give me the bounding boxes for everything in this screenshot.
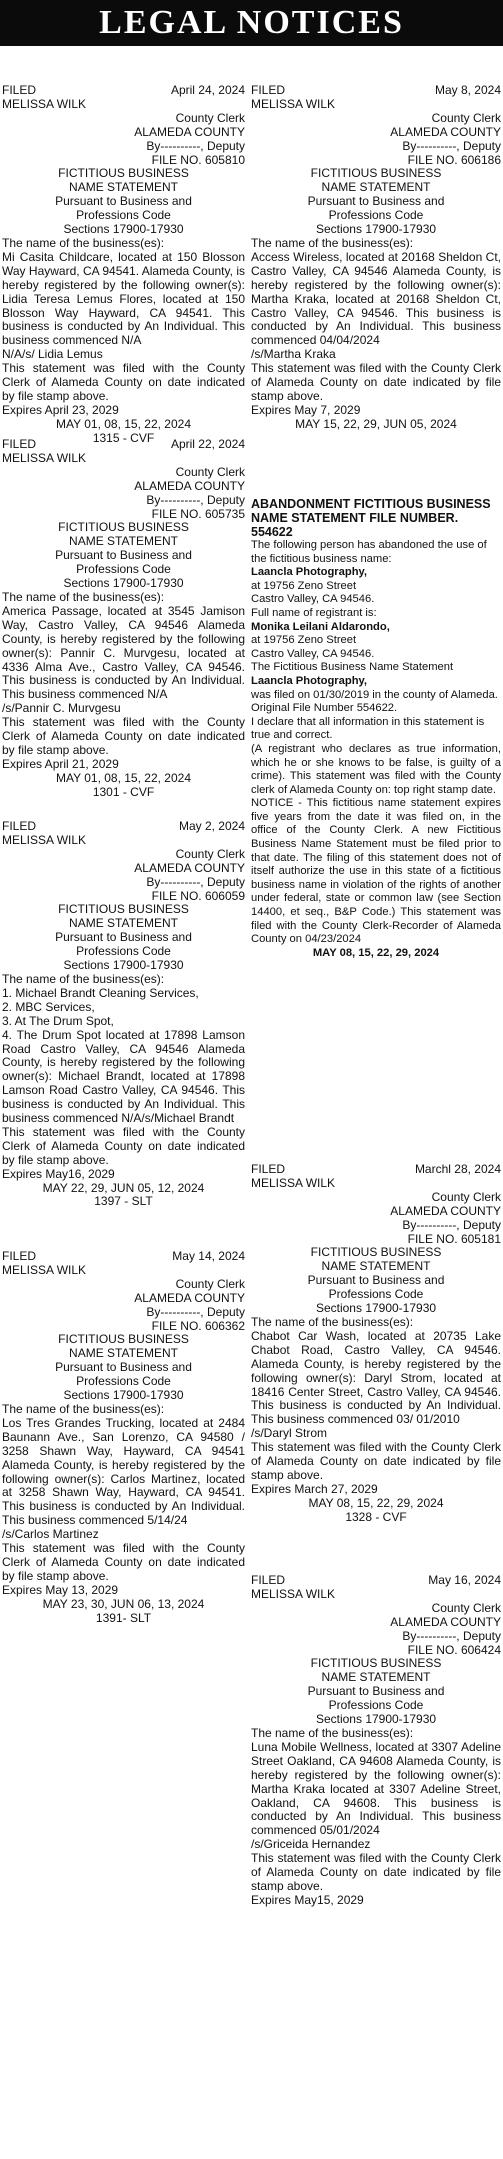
- list-item: 3. At The Drum Spot,: [2, 1013, 114, 1028]
- file-number: FILE NO. 606059: [151, 888, 245, 903]
- declaration: I declare that all information in this statement is true and correct.: [251, 715, 485, 742]
- signature: /s/Griceida Hernandez: [251, 1837, 371, 1852]
- signature: /s/Martha Kraka: [251, 347, 336, 362]
- statement: This statement was filed with the County Clerk of Alameda County on date indicated by file stamp above.: [251, 1440, 501, 1482]
- expires: Expires May15, 2029: [251, 1892, 364, 1907]
- notice-body: Los Tres Grandes Trucking, located at 2484 Baunann Ave., San Lorenzo, CA 94580 / 3258 Shawn Way, Hayward, CA 94541 Alameda County, is hereby registered by the following owner(s): Carlos Martinez, located at 3258 Shawn Way, Hayward, CA 94541. This business is conducted by An Individual. This business commenced 5/14/24: [2, 1415, 245, 1528]
- clerk-title: County Clerk: [431, 110, 501, 125]
- notice-text: NOTICE - This fictitious name statement expires five years from the date it was filed on, in the office of the County Clerk. A new Fictitious Business Name Statement must be filed prior to that date. The filing of this statement does not of itself authorize the use in this state of a fictitious business name in violation of the rights of another under federal, state or common law (see Section 14400, et seq., B&P Code.) This statement was filed with the County Clerk-Recorder of Alameda County on 04/23/2024: [251, 797, 501, 946]
- heading-line: Pursuant to Business and: [307, 1684, 445, 1699]
- notice-body: Luna Mobile Wellness, located at 3307 Adeline Street Oakland, CA 94608 Alameda County, is hereby registered by the following owner(s): Martha Kraka located at 3307 Adeline Street, Oakland, CA 94608. This business is conducted by An Individual. This business commenced 05/01/2024: [251, 1739, 501, 1838]
- deputy-line: By----------, Deputy: [146, 874, 245, 889]
- clerk-title: County Clerk: [175, 464, 245, 479]
- county: ALAMEDA COUNTY: [134, 860, 245, 875]
- filed-date: May 2, 2024: [178, 819, 245, 833]
- pub-dates: MAY 08, 15, 22, 29, 2024: [308, 1495, 444, 1510]
- business-name: Laancla Photography,: [251, 674, 368, 687]
- filed-date: April 22, 2024: [170, 437, 245, 451]
- notice-605735: [2, 438, 245, 800]
- file-number: FILE NO. 605810: [151, 152, 245, 167]
- pub-dates: MAY 01, 08, 15, 22, 2024: [56, 416, 191, 431]
- notice-605181: [251, 1163, 501, 1525]
- heading-line: Professions Code: [76, 562, 171, 577]
- notice-body: Access Wireless, located at 20168 Sheldon Ct, Castro Valley, CA 94546 Alameda County, is hereby registered by the following owner(s): Martha Kraka, located at 20168 Sheldon Ct, Castro Valley, CA 94546. This business is conducted by An Individual. This business commenced 04/04/2024: [251, 249, 501, 348]
- clerk-title: County Clerk: [175, 110, 245, 125]
- filed-label: FILED: [251, 1162, 286, 1176]
- file-number: FILE NO. 605735: [151, 506, 245, 521]
- pub-dates: MAY 08, 15, 22, 29, 2024: [312, 946, 440, 959]
- filed-label: FILED: [2, 83, 37, 97]
- clerk-name: MELISSA WILK: [251, 1586, 336, 1601]
- abandonment-intro: The following person has abandoned the use of the fictitious business name:: [251, 539, 487, 565]
- heading-line: NAME STATEMENT: [69, 180, 178, 195]
- clerk-name: MELISSA WILK: [251, 96, 336, 111]
- heading-line: Pursuant to Business and: [55, 930, 192, 945]
- names-label: The name of the business(es):: [2, 1401, 165, 1416]
- heading-line: Sections 17900-17930: [63, 576, 184, 591]
- clerk-title: County Clerk: [431, 1600, 501, 1615]
- names-label: The name of the business(es):: [251, 235, 414, 250]
- notice-code: 1391- SLT: [95, 1610, 152, 1625]
- filed-label: FILED: [2, 1249, 37, 1263]
- deputy-line: By----------, Deputy: [402, 138, 501, 153]
- county: ALAMEDA COUNTY: [134, 124, 245, 139]
- heading-line: Sections 17900-17930: [315, 222, 437, 237]
- expires: Expires April 21, 2029: [2, 756, 119, 771]
- heading-line: Sections 17900-17930: [315, 1301, 437, 1316]
- names-label: The name of the business(es):: [251, 1725, 414, 1740]
- heading-line: Professions Code: [76, 944, 171, 959]
- page-title: LEGAL NOTICES: [0, 0, 503, 46]
- clerk-name: MELISSA WILK: [2, 96, 87, 111]
- address-line: at 19756 Zeno Street: [251, 634, 357, 647]
- file-number: FILE NO. 605181: [407, 1231, 501, 1246]
- signature: /s/Pannir C. Murvgesu: [2, 701, 121, 716]
- heading-line: FICTITIOUS BUSINESS: [58, 166, 189, 181]
- registrant-name: Monika Leilani Aldarondo,: [251, 620, 390, 633]
- clerk-title: County Clerk: [175, 1276, 245, 1291]
- county: ALAMEDA COUNTY: [390, 1203, 501, 1218]
- notice-606424: [251, 1574, 501, 1908]
- file-number: FILE NO. 606362: [151, 1318, 245, 1333]
- statement: This statement was filed with the County Clerk of Alameda County on date indicated by file stamp above.: [2, 361, 245, 403]
- heading-line: NAME STATEMENT: [321, 1259, 431, 1274]
- heading-line: NAME STATEMENT: [321, 180, 431, 195]
- filed-date: April 24, 2024: [170, 83, 245, 97]
- county: ALAMEDA COUNTY: [390, 124, 501, 139]
- filed-date: May 8, 2024: [434, 83, 501, 97]
- heading-line: FICTITIOUS BUSINESS: [58, 902, 189, 917]
- expires: Expires March 27, 2029: [251, 1481, 378, 1496]
- list-item: 1. Michael Brandt Cleaning Services,: [2, 985, 199, 1000]
- filed-label: FILED: [2, 437, 37, 451]
- deputy-line: By----------, Deputy: [146, 138, 245, 153]
- statement: This statement was filed with the County Clerk of Alameda County on date indicated by file stamp above.: [2, 1124, 245, 1167]
- notice-606186: [251, 84, 501, 432]
- heading-line: Sections 17900-17930: [315, 1712, 437, 1727]
- names-label: The name of the business(es):: [2, 235, 165, 250]
- clerk-name: MELISSA WILK: [2, 450, 87, 465]
- signature: /s/Daryl Strom: [251, 1426, 328, 1441]
- heading-line: FICTITIOUS BUSINESS: [310, 166, 442, 181]
- heading-line: NAME STATEMENT: [69, 1346, 178, 1361]
- file-number: FILE NO. 606186: [407, 152, 501, 167]
- clerk-name: MELISSA WILK: [251, 1175, 336, 1190]
- heading-line: Pursuant to Business and: [307, 1273, 445, 1288]
- registrant-note: (A registrant who declares as true information, which he or she knows to be false, is guilty of a crime). This statement was filed with the County clerk of Alameda County on: top right stamp date.: [251, 742, 501, 796]
- clerk-name: MELISSA WILK: [2, 1262, 87, 1277]
- signature: N/A/s/ Lidia Lemus: [2, 347, 103, 362]
- notice-body: Mi Casita Childcare, located at 150 Blosson Way Hayward, CA 94541. Alameda County, is hereby registered by the following owner(s): Lidia Teresa Lemus Flores, located at 150 Blosson Way Hayward, CA 94541. This business is conducted by An Individual. This business commenced N/A: [2, 249, 245, 348]
- business-name: Laancla Photography,: [251, 566, 368, 579]
- heading-line: Sections 17900-17930: [63, 958, 184, 973]
- full-name-label: Full name of registrant is:: [251, 606, 377, 619]
- county: ALAMEDA COUNTY: [390, 1614, 501, 1629]
- filed-label: FILED: [2, 819, 37, 833]
- pub-dates: MAY 22, 29, JUN 05, 12, 2024: [42, 1180, 205, 1195]
- notice-code: 1301 - CVF: [92, 784, 155, 799]
- expires: Expires May16, 2029: [2, 1166, 115, 1181]
- notice-code: 1328 - CVF: [345, 1509, 407, 1524]
- notice-606362: [2, 1250, 245, 1625]
- heading-line: FICTITIOUS BUSINESS: [58, 520, 189, 535]
- filed-date: May 16, 2024: [428, 1573, 501, 1587]
- clerk-title: County Clerk: [175, 846, 245, 861]
- heading-line: Pursuant to Business and: [307, 194, 445, 209]
- heading-line: Professions Code: [76, 208, 171, 223]
- abandonment-notice: [251, 497, 501, 960]
- expires: Expires May 13, 2029: [2, 1582, 119, 1597]
- heading-line: Professions Code: [328, 1287, 424, 1302]
- filed-date: May 14, 2024: [172, 1249, 245, 1263]
- filed-text: was filed on 01/30/2019 in the county of Alameda. Original File Number 554622.: [251, 688, 498, 715]
- notice-body: 4. The Drum Spot located at 17898 Lamson Road Castro Valley, CA 94546 Alameda County, is hereby registered by the following owner(s): Michael Brandt, located at 17898 Lamson Road Castro Valley, CA 94546. This business is conducted by An Individual. This business commenced N/A/s/Michael Brandt: [2, 1027, 245, 1126]
- pub-dates: MAY 23, 30, JUN 06, 13, 2024: [42, 1596, 205, 1611]
- abandonment-title: ABANDONMENT FICTITIOUS BUSINESS NAME STATEMENT FILE NUMBER. 554622: [251, 497, 491, 539]
- filed-date: Marchl 28, 2024: [414, 1162, 501, 1176]
- deputy-line: By----------, Deputy: [402, 1217, 501, 1232]
- expires: Expires May 7, 2029: [251, 402, 361, 417]
- pub-dates: MAY 15, 22, 29, JUN 05, 2024: [295, 416, 457, 431]
- heading-line: Pursuant to Business and: [55, 548, 192, 563]
- deputy-line: By----------, Deputy: [146, 1304, 245, 1319]
- file-number: FILE NO. 606424: [407, 1642, 501, 1657]
- clerk-name: MELISSA WILK: [2, 832, 87, 847]
- names-label: The name of the business(es):: [251, 1314, 414, 1329]
- heading-line: FICTITIOUS BUSINESS: [310, 1656, 442, 1671]
- filed-label: FILED: [251, 1573, 286, 1587]
- deputy-line: By----------, Deputy: [402, 1628, 501, 1643]
- expires: Expires April 23, 2029: [2, 402, 119, 417]
- notice-606059: [2, 820, 245, 1209]
- heading-line: Sections 17900-17930: [63, 1388, 184, 1403]
- address-line: at 19756 Zeno Street: [251, 579, 357, 592]
- notice-code: 1315 - CVF: [92, 430, 155, 445]
- address-line: Castro Valley, CA 94546.: [251, 593, 375, 606]
- pub-dates: MAY 01, 08, 15, 22, 2024: [56, 770, 191, 785]
- heading-line: Pursuant to Business and: [55, 1360, 192, 1375]
- notice-code: 1397 - SLT: [94, 1194, 153, 1209]
- statement: This statement was filed with the County Clerk of Alameda County on date indicated by file stamp above.: [251, 361, 501, 403]
- heading-line: NAME STATEMENT: [69, 534, 178, 549]
- notice-body: Chabot Car Wash, located at 20735 Lake Chabot Road, Castro Valley, CA 94546. Alameda County, is hereby registered by the following owner(s): Daryl Strom, located at 18416 Center Street, Castro Valley, CA 94546. This business is conducted by An Individual. This business commenced 03/ 01/2010: [251, 1328, 501, 1427]
- heading-line: Professions Code: [328, 208, 424, 223]
- heading-line: NAME STATEMENT: [69, 916, 178, 931]
- statement: This statement was filed with the County Clerk of Alameda County on date indicated by file stamp above.: [251, 1851, 501, 1893]
- county: ALAMEDA COUNTY: [134, 478, 245, 493]
- list-item: 2. MBC Services,: [2, 999, 95, 1014]
- filed-label: FILED: [251, 83, 286, 97]
- heading-line: NAME STATEMENT: [321, 1670, 431, 1685]
- county: ALAMEDA COUNTY: [134, 1290, 245, 1305]
- deputy-line: By----------, Deputy: [146, 492, 245, 507]
- notice-body: America Passage, located at 3545 Jamison Way, Castro Valley, CA 94546 Alameda County, is hereby registered by the following owner(s): Pannir C. Murvgesu, located at 4336 Alma Ave., Castro Valley, CA 94546. This business is conducted by An Individual. This business commenced N/A: [2, 603, 245, 702]
- heading-line: Professions Code: [76, 1374, 171, 1389]
- statement: This statement was filed with the County Clerk of Alameda County on date indicated by file stamp above.: [2, 715, 245, 757]
- signature: /s/Carlos Martinez: [2, 1527, 99, 1542]
- heading-line: FICTITIOUS BUSINESS: [310, 1245, 442, 1260]
- address-line: Castro Valley, CA 94546.: [251, 647, 375, 660]
- notice-605810: [2, 84, 245, 446]
- fbn-label: The Fictitious Business Name Statement: [251, 661, 454, 674]
- names-label: The name of the business(es):: [2, 589, 165, 604]
- heading-line: Sections 17900-17930: [63, 222, 184, 237]
- heading-line: Professions Code: [328, 1698, 424, 1713]
- heading-line: Pursuant to Business and: [55, 194, 192, 209]
- names-label: The name of the business(es):: [2, 971, 165, 986]
- statement: This statement was filed with the County Clerk of Alameda County on date indicated by file stamp above.: [2, 1541, 245, 1583]
- heading-line: FICTITIOUS BUSINESS: [58, 1332, 189, 1347]
- clerk-title: County Clerk: [431, 1189, 501, 1204]
